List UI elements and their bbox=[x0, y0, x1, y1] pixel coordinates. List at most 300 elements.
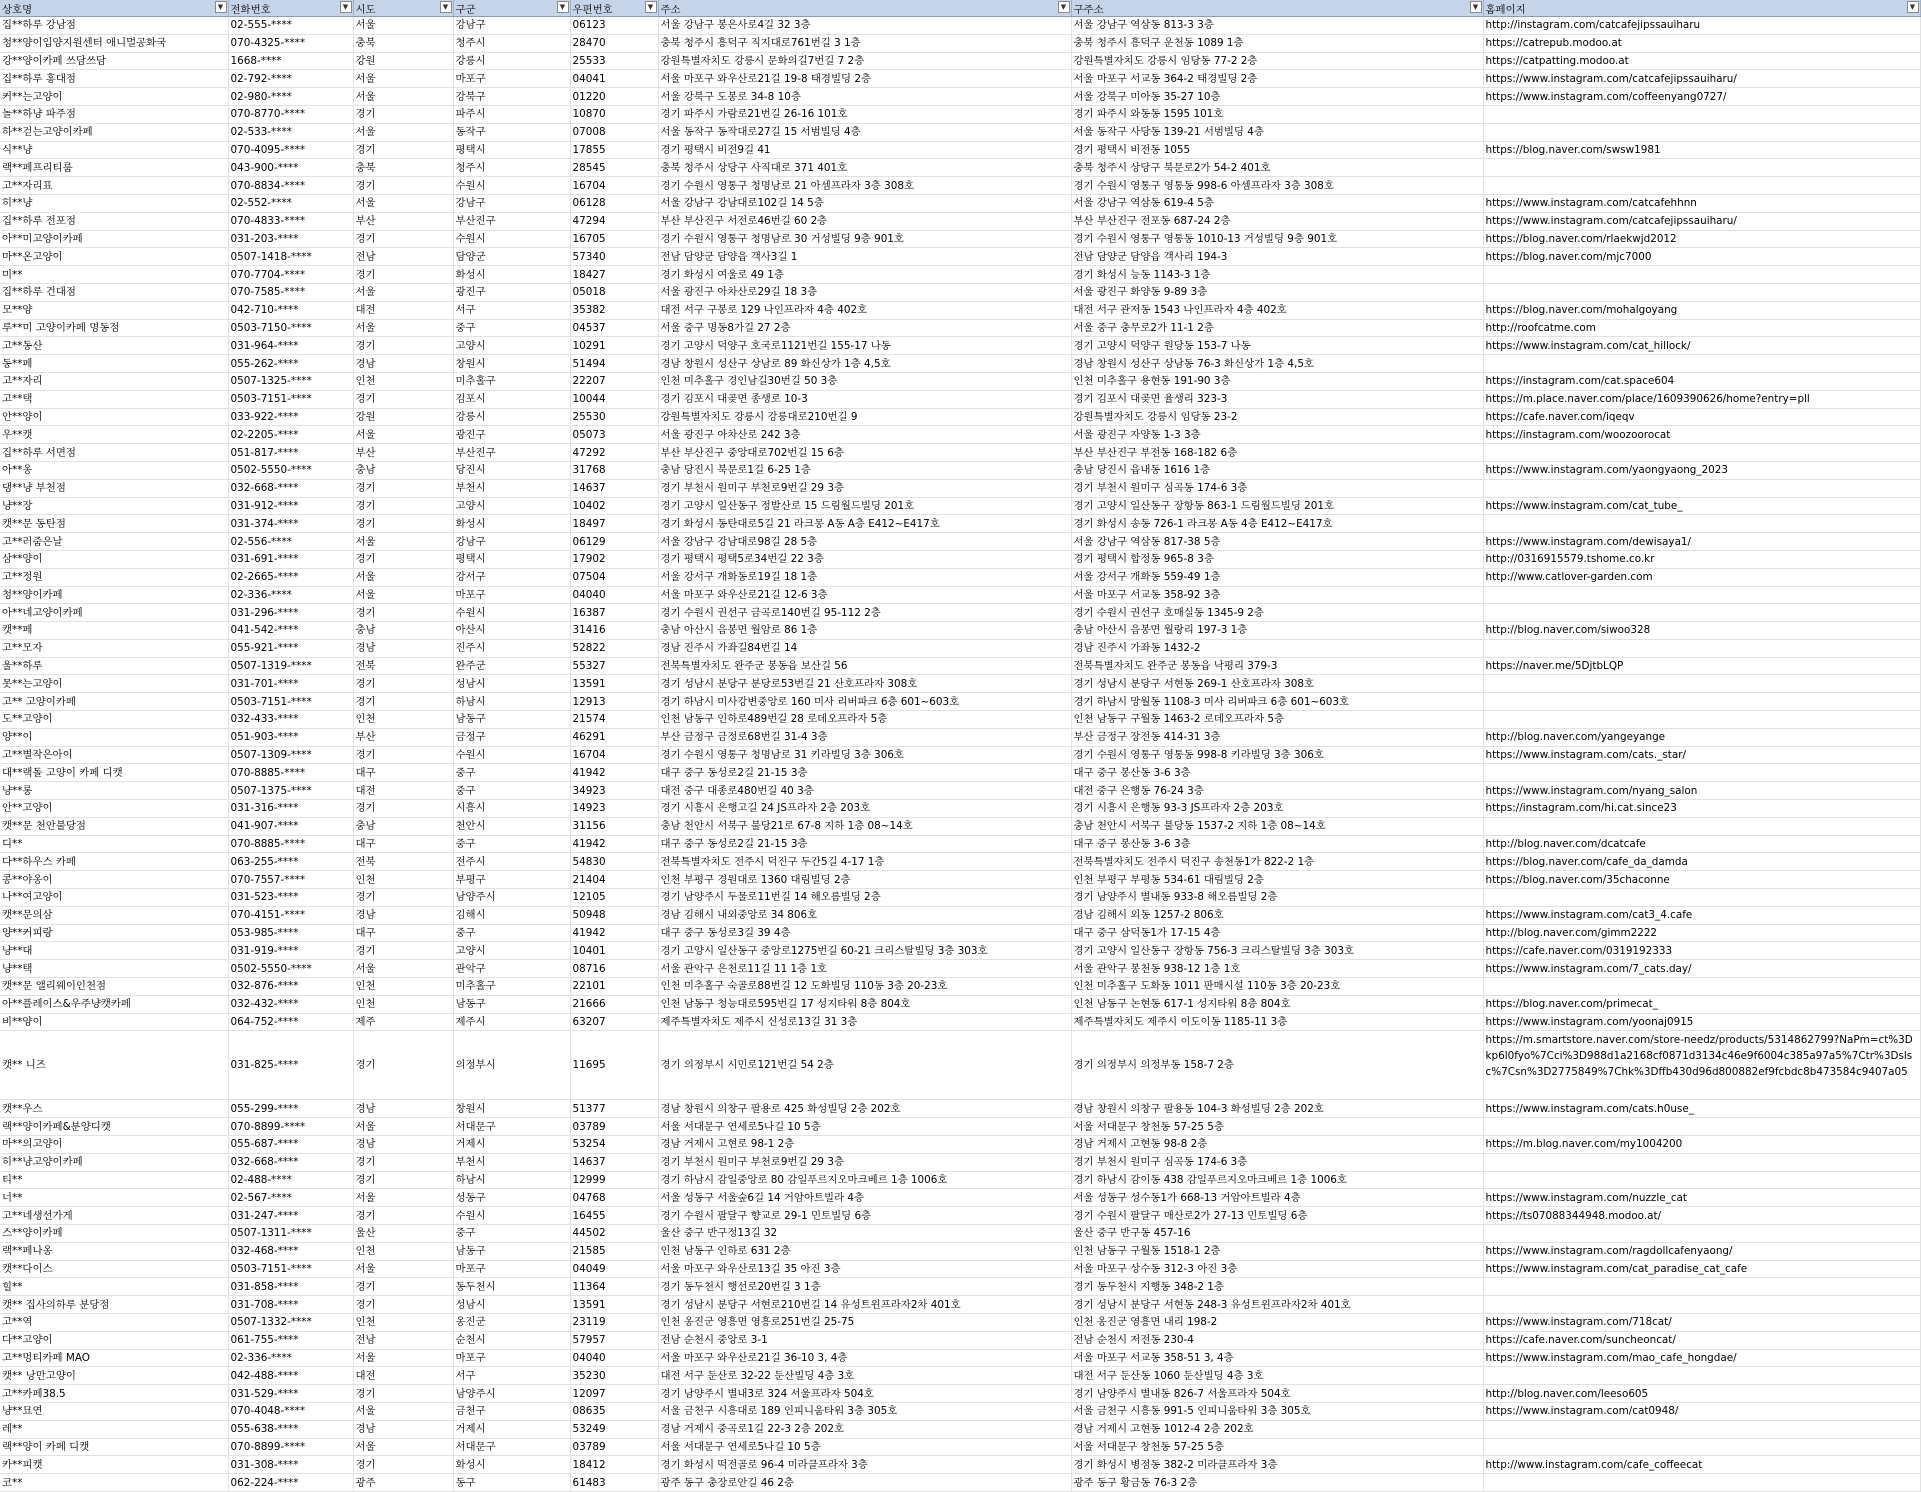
cell-address[interactable]: 경남 창원시 성산구 상남로 89 화신상가 1층 4,5호 bbox=[658, 355, 1071, 373]
cell-postcode[interactable]: 53249 bbox=[570, 1420, 658, 1438]
cell-province[interactable]: 경기 bbox=[353, 230, 453, 248]
cell-district[interactable]: 금정구 bbox=[453, 728, 570, 746]
cell-district[interactable]: 수원시 bbox=[453, 1207, 570, 1225]
cell-address[interactable]: 대전 서구 구봉로 129 나인프라자 4층 402호 bbox=[658, 301, 1071, 319]
table-row[interactable] bbox=[0, 88, 1920, 106]
cell-homepage[interactable]: https://blog.naver.com/primecat_ bbox=[1483, 995, 1920, 1013]
table-row[interactable] bbox=[0, 1189, 1920, 1207]
cell-district[interactable]: 평택시 bbox=[453, 550, 570, 568]
cell-phone[interactable]: 0507-1375-**** bbox=[228, 782, 353, 800]
cell-old-address[interactable]: 경기 수원시 영통구 영통동 998-6 아셈프라자 3층 308호 bbox=[1071, 177, 1483, 195]
cell-homepage[interactable]: https://www.instagram.com/coffeenyang0727/ bbox=[1483, 88, 1920, 106]
cell-province[interactable]: 경기 bbox=[353, 675, 453, 693]
cell-postcode[interactable]: 21666 bbox=[570, 995, 658, 1013]
cell-province[interactable]: 경기 bbox=[353, 1456, 453, 1474]
cell-old-address[interactable]: 서울 동작구 사당동 139-21 서범빌딩 4층 bbox=[1071, 123, 1483, 141]
cell-old-address[interactable]: 부산 부산진구 부전동 168-182 6층 bbox=[1071, 444, 1483, 462]
cell-name[interactable]: 하**걷는고양이카페 bbox=[0, 123, 228, 141]
cell-old-address[interactable]: 경기 의정부시 의정부동 158-7 2층 bbox=[1071, 1031, 1483, 1100]
cell-postcode[interactable]: 46291 bbox=[570, 728, 658, 746]
table-row[interactable] bbox=[0, 105, 1920, 123]
cell-postcode[interactable]: 06128 bbox=[570, 194, 658, 212]
cell-district[interactable]: 마포구 bbox=[453, 70, 570, 88]
cell-old-address[interactable]: 경기 수원시 팔달구 매산로2가 27-13 민토빌딩 6층 bbox=[1071, 1207, 1483, 1225]
filter-dropdown-icon[interactable]: ▼ bbox=[215, 1, 227, 13]
cell-phone[interactable]: 070-4048-**** bbox=[228, 1402, 353, 1420]
cell-phone[interactable]: 02-2665-**** bbox=[228, 568, 353, 586]
cell-name[interactable]: 집**하루 전포점 bbox=[0, 212, 228, 230]
cell-name[interactable]: 양**커피랑 bbox=[0, 924, 228, 942]
cell-name[interactable]: 커**는고양이 bbox=[0, 88, 228, 106]
cell-province[interactable]: 대전 bbox=[353, 301, 453, 319]
cell-old-address[interactable]: 서울 강남구 역삼동 817-38 5층 bbox=[1071, 533, 1483, 551]
cell-name[interactable]: 레** bbox=[0, 1420, 228, 1438]
cell-postcode[interactable]: 12097 bbox=[570, 1385, 658, 1403]
cell-province[interactable]: 경남 bbox=[353, 639, 453, 657]
cell-postcode[interactable]: 31156 bbox=[570, 817, 658, 835]
cell-old-address[interactable]: 광주 동구 황금동 76-3 2층 bbox=[1071, 1474, 1483, 1492]
filter-dropdown-icon[interactable]: ▼ bbox=[340, 1, 352, 13]
cell-name[interactable]: 고**정원 bbox=[0, 568, 228, 586]
cell-address[interactable]: 대구 중구 동성로2길 21-15 3층 bbox=[658, 835, 1071, 853]
cell-name[interactable]: 냥**택 bbox=[0, 960, 228, 978]
table-row[interactable] bbox=[0, 1474, 1920, 1492]
cell-phone[interactable]: 032-668-**** bbox=[228, 479, 353, 497]
cell-province[interactable]: 전남 bbox=[353, 1331, 453, 1349]
header-address[interactable] bbox=[658, 0, 1071, 17]
cell-address[interactable]: 경기 수원시 팔달구 향교로 29-1 민토빌딩 6층 bbox=[658, 1207, 1071, 1225]
cell-district[interactable]: 화성시 bbox=[453, 266, 570, 284]
cell-homepage[interactable]: https://www.instagram.com/718cat/ bbox=[1483, 1313, 1920, 1331]
cell-district[interactable]: 서구 bbox=[453, 301, 570, 319]
cell-old-address[interactable]: 서울 마포구 서교동 358-51 3, 4층 bbox=[1071, 1349, 1483, 1367]
cell-province[interactable]: 경남 bbox=[353, 906, 453, 924]
cell-postcode[interactable]: 08716 bbox=[570, 960, 658, 978]
cell-district[interactable]: 창원시 bbox=[453, 1100, 570, 1118]
cell-district[interactable]: 부산진구 bbox=[453, 212, 570, 230]
cell-old-address[interactable]: 서울 서대문구 창천동 57-25 5층 bbox=[1071, 1118, 1483, 1136]
cell-homepage[interactable] bbox=[1483, 444, 1920, 462]
cell-homepage[interactable] bbox=[1483, 159, 1920, 177]
table-row[interactable] bbox=[0, 764, 1920, 782]
table-row[interactable] bbox=[0, 461, 1920, 479]
cell-province[interactable]: 경기 bbox=[353, 693, 453, 711]
cell-phone[interactable]: 02-2205-**** bbox=[228, 426, 353, 444]
cell-province[interactable]: 광주 bbox=[353, 1474, 453, 1492]
cell-name[interactable]: 집**하루 홍대점 bbox=[0, 70, 228, 88]
cell-old-address[interactable]: 충남 천안시 서북구 불당동 1537-2 지하 1층 08~14호 bbox=[1071, 817, 1483, 835]
cell-district[interactable]: 남양주시 bbox=[453, 889, 570, 907]
cell-province[interactable]: 경기 bbox=[353, 550, 453, 568]
cell-name[interactable]: 디** bbox=[0, 835, 228, 853]
cell-address[interactable]: 경기 고양시 일산동구 중앙로1275번길 60-21 크리스탈빌딩 3층 303호 bbox=[658, 942, 1071, 960]
cell-district[interactable]: 천안시 bbox=[453, 817, 570, 835]
cell-name[interactable]: 캣**우스 bbox=[0, 1100, 228, 1118]
cell-address[interactable]: 경기 수원시 영통구 청명남로 31 키라빌딩 3층 306호 bbox=[658, 746, 1071, 764]
cell-district[interactable]: 전주시 bbox=[453, 853, 570, 871]
cell-province[interactable]: 서울 bbox=[353, 533, 453, 551]
cell-postcode[interactable]: 53254 bbox=[570, 1136, 658, 1154]
cell-old-address[interactable]: 부산 부산진구 전포동 687-24 2층 bbox=[1071, 212, 1483, 230]
table-row[interactable] bbox=[0, 1331, 1920, 1349]
cell-province[interactable]: 제주 bbox=[353, 1013, 453, 1031]
cell-phone[interactable]: 051-817-**** bbox=[228, 444, 353, 462]
cell-old-address[interactable]: 경남 창원시 성산구 상남동 76-3 화신상가 1층 4,5호 bbox=[1071, 355, 1483, 373]
cell-postcode[interactable]: 57957 bbox=[570, 1331, 658, 1349]
cell-address[interactable]: 경남 진주시 가좌길84번길 14 bbox=[658, 639, 1071, 657]
cell-district[interactable]: 고양시 bbox=[453, 497, 570, 515]
cell-district[interactable]: 청주시 bbox=[453, 34, 570, 52]
cell-postcode[interactable]: 16704 bbox=[570, 746, 658, 764]
cell-phone[interactable]: 1668-**** bbox=[228, 52, 353, 70]
cell-province[interactable]: 경기 bbox=[353, 105, 453, 123]
cell-district[interactable]: 강남구 bbox=[453, 194, 570, 212]
cell-phone[interactable]: 055-299-**** bbox=[228, 1100, 353, 1118]
cell-name[interactable]: 집**하루 강남점 bbox=[0, 17, 228, 35]
cell-name[interactable]: 집**하루 건대점 bbox=[0, 283, 228, 301]
cell-postcode[interactable]: 51494 bbox=[570, 355, 658, 373]
cell-phone[interactable]: 02-556-**** bbox=[228, 533, 353, 551]
cell-name[interactable]: 티** bbox=[0, 1171, 228, 1189]
cell-phone[interactable]: 032-876-**** bbox=[228, 978, 353, 996]
cell-district[interactable]: 아산시 bbox=[453, 622, 570, 640]
cell-address[interactable]: 경기 하남시 미사강변중앙로 160 미사 리버파크 6층 601~603호 bbox=[658, 693, 1071, 711]
cell-old-address[interactable]: 인천 남동구 구월동 1518-1 2층 bbox=[1071, 1242, 1483, 1260]
cell-province[interactable]: 대전 bbox=[353, 1367, 453, 1385]
cell-homepage[interactable]: https://www.instagram.com/mao_cafe_hongdae/ bbox=[1483, 1349, 1920, 1367]
cell-address[interactable]: 전북특별자치도 전주시 덕진구 두간5길 4-17 1층 bbox=[658, 853, 1071, 871]
cell-address[interactable]: 인천 남동구 청능대로595번길 17 성지타워 8층 804호 bbox=[658, 995, 1071, 1013]
cell-homepage[interactable] bbox=[1483, 693, 1920, 711]
cell-province[interactable]: 서울 bbox=[353, 123, 453, 141]
cell-district[interactable]: 거제시 bbox=[453, 1420, 570, 1438]
table-row[interactable] bbox=[0, 177, 1920, 195]
cell-province[interactable]: 부산 bbox=[353, 444, 453, 462]
cell-postcode[interactable]: 04040 bbox=[570, 586, 658, 604]
cell-name[interactable]: 힐** bbox=[0, 1278, 228, 1296]
cell-old-address[interactable]: 인천 옹진군 영흥면 내리 198-2 bbox=[1071, 1313, 1483, 1331]
cell-province[interactable]: 서울 bbox=[353, 1438, 453, 1456]
cell-name[interactable]: 랙**양이 카페 디캣 bbox=[0, 1438, 228, 1456]
cell-name[interactable]: 못**는고양이 bbox=[0, 675, 228, 693]
cell-name[interactable]: 강**양이카페 쓰담쓰담 bbox=[0, 52, 228, 70]
cell-phone[interactable]: 064-752-**** bbox=[228, 1013, 353, 1031]
cell-address[interactable]: 서울 강남구 강남대로98길 28 5층 bbox=[658, 533, 1071, 551]
cell-address[interactable]: 경남 창원시 의창구 팔용로 425 화성빌딩 2층 202호 bbox=[658, 1100, 1071, 1118]
cell-district[interactable]: 마포구 bbox=[453, 1349, 570, 1367]
cell-postcode[interactable]: 44502 bbox=[570, 1225, 658, 1243]
header-province[interactable] bbox=[353, 0, 453, 17]
cell-district[interactable]: 서대문구 bbox=[453, 1118, 570, 1136]
cell-homepage[interactable] bbox=[1483, 123, 1920, 141]
cell-old-address[interactable]: 경기 시흥시 은행동 93-3 JS프라자 2층 203호 bbox=[1071, 800, 1483, 818]
table-row[interactable] bbox=[0, 1260, 1920, 1278]
cell-province[interactable]: 경기 bbox=[353, 1296, 453, 1314]
cell-name[interactable]: 나**여고양이 bbox=[0, 889, 228, 907]
cell-address[interactable]: 서울 성동구 서울숲6길 14 거암아트빌라 4층 bbox=[658, 1189, 1071, 1207]
cell-name[interactable]: 동**페 bbox=[0, 355, 228, 373]
cell-postcode[interactable]: 04768 bbox=[570, 1189, 658, 1207]
cell-district[interactable]: 남동구 bbox=[453, 711, 570, 729]
cell-name[interactable]: 미** bbox=[0, 266, 228, 284]
cell-phone[interactable]: 070-7585-**** bbox=[228, 283, 353, 301]
cell-old-address[interactable]: 부산 금정구 장전동 414-31 3층 bbox=[1071, 728, 1483, 746]
table-row[interactable] bbox=[0, 52, 1920, 70]
cell-homepage[interactable] bbox=[1483, 266, 1920, 284]
cell-old-address[interactable]: 제주특별자치도 제주시 이도이동 1185-11 3층 bbox=[1071, 1013, 1483, 1031]
cell-province[interactable]: 서울 bbox=[353, 1118, 453, 1136]
cell-old-address[interactable]: 경기 평택시 합정동 965-8 3층 bbox=[1071, 550, 1483, 568]
cell-postcode[interactable]: 10401 bbox=[570, 942, 658, 960]
header-phone[interactable] bbox=[228, 0, 353, 17]
cell-postcode[interactable]: 41942 bbox=[570, 764, 658, 782]
cell-old-address[interactable]: 강원특별자치도 강릉시 임당동 23-2 bbox=[1071, 408, 1483, 426]
cell-old-address[interactable]: 경기 성남시 분당구 서현동 248-3 유성트윈프라자2차 401호 bbox=[1071, 1296, 1483, 1314]
table-row[interactable] bbox=[0, 924, 1920, 942]
cell-homepage[interactable] bbox=[1483, 675, 1920, 693]
cell-old-address[interactable]: 경기 화성시 송동 726-1 라크몽 A동 4층 E412~E417호 bbox=[1071, 515, 1483, 533]
cell-address[interactable]: 경기 성남시 분당구 분당로53번길 21 산호프라자 308호 bbox=[658, 675, 1071, 693]
cell-province[interactable]: 경기 bbox=[353, 337, 453, 355]
cell-name[interactable]: 아**네고양이카페 bbox=[0, 604, 228, 622]
table-row[interactable] bbox=[0, 1402, 1920, 1420]
cell-postcode[interactable]: 06129 bbox=[570, 533, 658, 551]
filter-dropdown-icon[interactable]: ▼ bbox=[1058, 1, 1070, 13]
cell-phone[interactable]: 070-4095-**** bbox=[228, 141, 353, 159]
cell-province[interactable]: 경기 bbox=[353, 604, 453, 622]
cell-old-address[interactable]: 서울 광진구 자양동 1-3 3층 bbox=[1071, 426, 1483, 444]
cell-province[interactable]: 충남 bbox=[353, 461, 453, 479]
cell-district[interactable]: 성남시 bbox=[453, 1296, 570, 1314]
cell-district[interactable]: 순천시 bbox=[453, 1331, 570, 1349]
cell-old-address[interactable]: 대전 서구 둔산동 1060 둔산빌딩 4층 3호 bbox=[1071, 1367, 1483, 1385]
cell-phone[interactable]: 031-203-**** bbox=[228, 230, 353, 248]
cell-phone[interactable]: 0502-5550-**** bbox=[228, 461, 353, 479]
cell-name[interactable]: 캣**다이스 bbox=[0, 1260, 228, 1278]
cell-phone[interactable]: 0507-1311-**** bbox=[228, 1225, 353, 1243]
table-row[interactable] bbox=[0, 639, 1920, 657]
cell-homepage[interactable]: https://www.instagram.com/cat_paradise_cat_cafe bbox=[1483, 1260, 1920, 1278]
cell-district[interactable]: 수원시 bbox=[453, 177, 570, 195]
cell-address[interactable]: 충남 천안시 서북구 불당21로 67-8 지하 1층 08~14호 bbox=[658, 817, 1071, 835]
cell-phone[interactable]: 0503-7151-**** bbox=[228, 693, 353, 711]
cell-postcode[interactable]: 06123 bbox=[570, 17, 658, 35]
table-row[interactable] bbox=[0, 1207, 1920, 1225]
cell-address[interactable]: 서울 서대문구 연세로5나길 10 5층 bbox=[658, 1118, 1071, 1136]
cell-phone[interactable]: 042-710-**** bbox=[228, 301, 353, 319]
cell-phone[interactable]: 0507-1309-**** bbox=[228, 746, 353, 764]
cell-postcode[interactable]: 17855 bbox=[570, 141, 658, 159]
cell-district[interactable]: 중구 bbox=[453, 924, 570, 942]
cell-postcode[interactable]: 04049 bbox=[570, 1260, 658, 1278]
cell-district[interactable]: 부천시 bbox=[453, 479, 570, 497]
cell-province[interactable]: 경기 bbox=[353, 800, 453, 818]
cell-address[interactable]: 대구 중구 동성로2길 21-15 3층 bbox=[658, 764, 1071, 782]
cell-district[interactable]: 평택시 bbox=[453, 141, 570, 159]
cell-province[interactable]: 경기 bbox=[353, 497, 453, 515]
cell-old-address[interactable]: 서울 마포구 상수동 312-3 아진 3층 bbox=[1071, 1260, 1483, 1278]
cell-homepage[interactable]: https://blog.naver.com/mohalgoyang bbox=[1483, 301, 1920, 319]
cell-phone[interactable]: 031-308-**** bbox=[228, 1456, 353, 1474]
cell-phone[interactable]: 041-907-**** bbox=[228, 817, 353, 835]
cell-name[interactable]: 캣**페 bbox=[0, 622, 228, 640]
cell-phone[interactable]: 02-552-**** bbox=[228, 194, 353, 212]
cell-province[interactable]: 경기 bbox=[353, 746, 453, 764]
cell-district[interactable]: 수원시 bbox=[453, 746, 570, 764]
cell-district[interactable]: 마포구 bbox=[453, 1260, 570, 1278]
cell-postcode[interactable]: 35230 bbox=[570, 1367, 658, 1385]
cell-homepage[interactable]: http://blog.naver.com/dcatcafe bbox=[1483, 835, 1920, 853]
cell-postcode[interactable]: 03789 bbox=[570, 1118, 658, 1136]
cell-name[interactable]: 식**냥 bbox=[0, 141, 228, 159]
cell-name[interactable]: 고**자리 bbox=[0, 372, 228, 390]
table-row[interactable] bbox=[0, 693, 1920, 711]
cell-postcode[interactable]: 54830 bbox=[570, 853, 658, 871]
table-row[interactable] bbox=[0, 266, 1920, 284]
cell-old-address[interactable]: 경기 성남시 분당구 서현동 269-1 산호프라자 308호 bbox=[1071, 675, 1483, 693]
cell-phone[interactable]: 032-432-**** bbox=[228, 995, 353, 1013]
table-row[interactable] bbox=[0, 835, 1920, 853]
cell-old-address[interactable]: 인천 미추홀구 도화동 1011 판매시설 110동 3층 20-23호 bbox=[1071, 978, 1483, 996]
table-row[interactable] bbox=[0, 1031, 1920, 1100]
cell-name[interactable]: 랙**양이카페&분양디캣 bbox=[0, 1118, 228, 1136]
cell-address[interactable]: 경기 파주시 가람로21번길 26-16 101호 bbox=[658, 105, 1071, 123]
table-row[interactable] bbox=[0, 1278, 1920, 1296]
cell-postcode[interactable]: 11364 bbox=[570, 1278, 658, 1296]
cell-phone[interactable]: 031-529-**** bbox=[228, 1385, 353, 1403]
cell-homepage[interactable] bbox=[1483, 515, 1920, 533]
cell-address[interactable]: 인천 남동구 인하로 631 2층 bbox=[658, 1242, 1071, 1260]
cell-province[interactable]: 대구 bbox=[353, 924, 453, 942]
cell-province[interactable]: 대구 bbox=[353, 835, 453, 853]
cell-district[interactable]: 김해시 bbox=[453, 906, 570, 924]
cell-postcode[interactable]: 23119 bbox=[570, 1313, 658, 1331]
cell-old-address[interactable]: 경기 고양시 일산동구 장항동 863-1 드림월드빌딩 201호 bbox=[1071, 497, 1483, 515]
cell-old-address[interactable]: 인천 미추홀구 용현동 191-90 3층 bbox=[1071, 372, 1483, 390]
cell-old-address[interactable]: 대전 서구 관저동 1543 나인프라자 4층 402호 bbox=[1071, 301, 1483, 319]
cell-district[interactable]: 의정부시 bbox=[453, 1031, 570, 1100]
cell-homepage[interactable] bbox=[1483, 1367, 1920, 1385]
cell-homepage[interactable] bbox=[1483, 355, 1920, 373]
cell-district[interactable]: 당진시 bbox=[453, 461, 570, 479]
cell-address[interactable]: 경기 평택시 평택5로34번길 22 3층 bbox=[658, 550, 1071, 568]
cell-phone[interactable]: 0507-1418-**** bbox=[228, 248, 353, 266]
cell-province[interactable]: 경기 bbox=[353, 141, 453, 159]
cell-province[interactable]: 서울 bbox=[353, 17, 453, 35]
cell-postcode[interactable]: 03789 bbox=[570, 1438, 658, 1456]
cell-province[interactable]: 인천 bbox=[353, 1242, 453, 1260]
cell-old-address[interactable]: 전북특별자치도 완주군 봉동읍 낙평리 379-3 bbox=[1071, 657, 1483, 675]
table-row[interactable] bbox=[0, 604, 1920, 622]
cell-province[interactable]: 경기 bbox=[353, 1171, 453, 1189]
cell-province[interactable]: 경기 bbox=[353, 942, 453, 960]
cell-homepage[interactable]: https://blog.naver.com/rlaekwjd2012 bbox=[1483, 230, 1920, 248]
table-row[interactable] bbox=[0, 657, 1920, 675]
cell-name[interactable]: 안**양이 bbox=[0, 408, 228, 426]
cell-homepage[interactable] bbox=[1483, 1474, 1920, 1492]
cell-province[interactable]: 경기 bbox=[353, 889, 453, 907]
cell-district[interactable]: 제주시 bbox=[453, 1013, 570, 1031]
cell-district[interactable]: 화성시 bbox=[453, 515, 570, 533]
table-row[interactable] bbox=[0, 497, 1920, 515]
cell-district[interactable]: 광진구 bbox=[453, 426, 570, 444]
cell-phone[interactable]: 0507-1319-**** bbox=[228, 657, 353, 675]
cell-address[interactable]: 제주특별자치도 제주시 신성로13길 31 3층 bbox=[658, 1013, 1071, 1031]
table-row[interactable] bbox=[0, 17, 1920, 35]
table-row[interactable] bbox=[0, 319, 1920, 337]
cell-province[interactable]: 대전 bbox=[353, 782, 453, 800]
cell-name[interactable]: 집**하루 서면점 bbox=[0, 444, 228, 462]
cell-province[interactable]: 서울 bbox=[353, 70, 453, 88]
header-district[interactable] bbox=[453, 0, 570, 17]
table-row[interactable] bbox=[0, 728, 1920, 746]
cell-postcode[interactable]: 22101 bbox=[570, 978, 658, 996]
cell-province[interactable]: 경기 bbox=[353, 479, 453, 497]
cell-phone[interactable]: 0503-7151-**** bbox=[228, 390, 353, 408]
cell-phone[interactable]: 02-567-**** bbox=[228, 1189, 353, 1207]
cell-old-address[interactable]: 경기 남양주시 별내동 826-7 서울프라자 504호 bbox=[1071, 1385, 1483, 1403]
cell-old-address[interactable]: 경기 하남시 감이동 438 감일푸르지오마크베르 1층 1006호 bbox=[1071, 1171, 1483, 1189]
cell-province[interactable]: 충남 bbox=[353, 622, 453, 640]
cell-name[interactable]: 냥**롱 bbox=[0, 782, 228, 800]
cell-homepage[interactable]: https://catpatting.modoo.at bbox=[1483, 52, 1920, 70]
cell-province[interactable]: 경기 bbox=[353, 515, 453, 533]
cell-address[interactable]: 경기 고양시 덕양구 호국로1121번길 155-17 나동 bbox=[658, 337, 1071, 355]
table-row[interactable] bbox=[0, 1420, 1920, 1438]
cell-district[interactable]: 강북구 bbox=[453, 88, 570, 106]
cell-district[interactable]: 하남시 bbox=[453, 1171, 570, 1189]
cell-homepage[interactable]: https://www.instagram.com/catcafejipssauiharu/ bbox=[1483, 70, 1920, 88]
cell-old-address[interactable]: 서울 강남구 역삼동 813-3 3층 bbox=[1071, 17, 1483, 35]
cell-province[interactable]: 전북 bbox=[353, 853, 453, 871]
cell-name[interactable]: 고**멍티카페 MAO bbox=[0, 1349, 228, 1367]
table-row[interactable] bbox=[0, 444, 1920, 462]
cell-postcode[interactable]: 10044 bbox=[570, 390, 658, 408]
cell-province[interactable]: 서울 bbox=[353, 1349, 453, 1367]
header-old-address[interactable] bbox=[1071, 0, 1483, 17]
cell-homepage[interactable]: https://www.instagram.com/cats.h0use_ bbox=[1483, 1100, 1920, 1118]
cell-phone[interactable]: 031-691-**** bbox=[228, 550, 353, 568]
cell-homepage[interactable] bbox=[1483, 1153, 1920, 1171]
cell-phone[interactable]: 0502-5550-**** bbox=[228, 960, 353, 978]
cell-phone[interactable]: 02-336-**** bbox=[228, 586, 353, 604]
cell-name[interactable]: 고**별작은아이 bbox=[0, 746, 228, 764]
table-row[interactable] bbox=[0, 34, 1920, 52]
cell-address[interactable]: 전남 순천시 중앙로 3-1 bbox=[658, 1331, 1071, 1349]
cell-postcode[interactable]: 16387 bbox=[570, 604, 658, 622]
cell-district[interactable]: 서구 bbox=[453, 1367, 570, 1385]
cell-phone[interactable]: 062-224-**** bbox=[228, 1474, 353, 1492]
cell-homepage[interactable]: https://www.instagram.com/cat_hillock/ bbox=[1483, 337, 1920, 355]
cell-homepage[interactable]: https://cafe.naver.com/0319192333 bbox=[1483, 942, 1920, 960]
cell-province[interactable]: 서울 bbox=[353, 319, 453, 337]
cell-homepage[interactable] bbox=[1483, 177, 1920, 195]
cell-address[interactable]: 강원특별자치도 강릉시 문화의길7번길 7 2층 bbox=[658, 52, 1071, 70]
cell-name[interactable]: 스**양이카페 bbox=[0, 1225, 228, 1243]
header-name[interactable] bbox=[0, 0, 228, 17]
cell-phone[interactable]: 031-912-**** bbox=[228, 497, 353, 515]
cell-province[interactable]: 서울 bbox=[353, 568, 453, 586]
table-row[interactable] bbox=[0, 1100, 1920, 1118]
cell-homepage[interactable]: https://ts07088344948.modoo.at/ bbox=[1483, 1207, 1920, 1225]
cell-name[interactable]: 고**동산 bbox=[0, 337, 228, 355]
table-row[interactable] bbox=[0, 1013, 1920, 1031]
cell-old-address[interactable]: 서울 마포구 서교동 358-92 3층 bbox=[1071, 586, 1483, 604]
cell-address[interactable]: 인천 남동구 인하로489번길 28 로데오프라자 5층 bbox=[658, 711, 1071, 729]
cell-district[interactable]: 강서구 bbox=[453, 568, 570, 586]
cell-province[interactable]: 전북 bbox=[353, 657, 453, 675]
cell-address[interactable]: 부산 금정구 금정로68번길 31-4 3층 bbox=[658, 728, 1071, 746]
